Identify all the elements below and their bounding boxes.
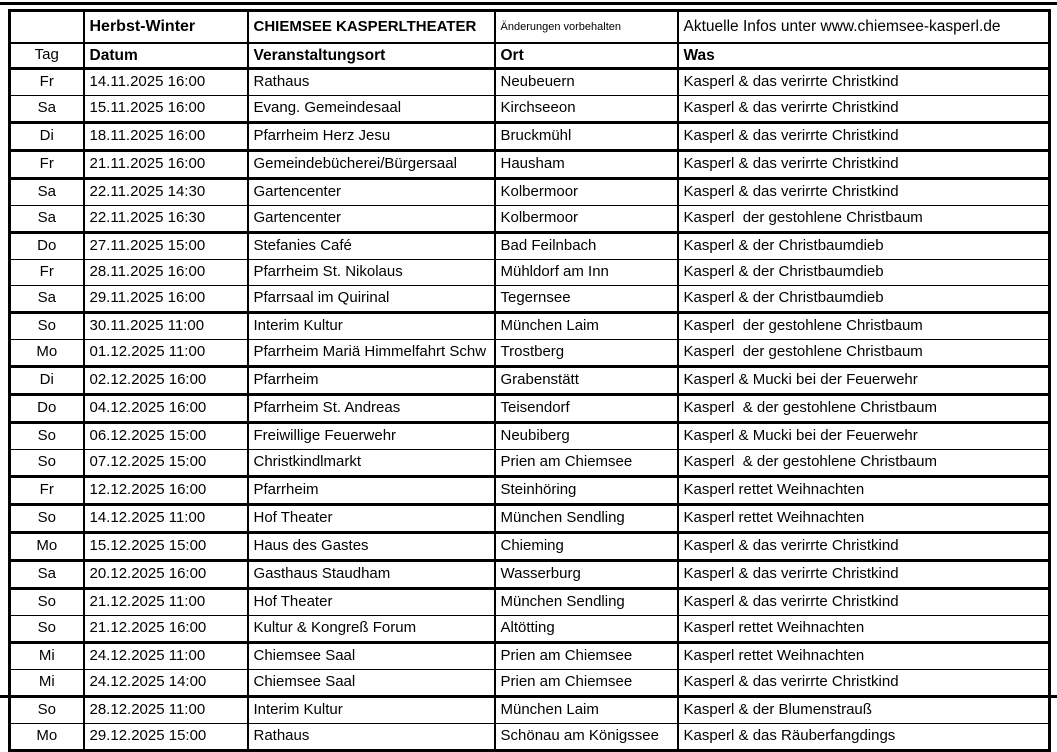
schedule-row xyxy=(10,260,1050,286)
date-cell: 28.11.2025 16:00 xyxy=(84,260,248,286)
show-cell: Kasperl & das verirrte Christkind xyxy=(678,670,1050,697)
schedule-row xyxy=(10,395,1050,423)
day-cell: Sa xyxy=(10,561,84,589)
schedule-row xyxy=(10,340,1050,367)
venue-cell: Gartencenter xyxy=(248,206,495,233)
show-cell: Kasperl & der Christbaumdieb xyxy=(678,286,1050,313)
table-title-row xyxy=(10,11,1050,44)
schedule-row xyxy=(10,477,1050,505)
day-cell: So xyxy=(10,450,84,477)
schedule-row xyxy=(10,450,1050,477)
date-cell: 15.11.2025 16:00 xyxy=(84,96,248,123)
date-cell: 28.12.2025 11:00 xyxy=(84,697,248,724)
schedule-row xyxy=(10,670,1050,697)
day-cell: So xyxy=(10,313,84,340)
schedule-row xyxy=(10,179,1050,206)
day-cell: Sa xyxy=(10,179,84,206)
show-cell: Kasperl & das verirrte Christkind xyxy=(678,179,1050,206)
date-cell: 21.11.2025 16:00 xyxy=(84,151,248,179)
date-cell: 21.12.2025 11:00 xyxy=(84,589,248,616)
town-cell: München Laim xyxy=(495,313,678,340)
day-cell: Fr xyxy=(10,151,84,179)
town-cell: Prien am Chiemsee xyxy=(495,450,678,477)
schedule-row xyxy=(10,505,1050,533)
town-cell: Mühldorf am Inn xyxy=(495,260,678,286)
show-cell: Kasperl & das verirrte Christkind xyxy=(678,69,1050,96)
venue-cell: Stefanies Café xyxy=(248,233,495,260)
town-cell: Neubeuern xyxy=(495,69,678,96)
day-cell: Fr xyxy=(10,477,84,505)
date-cell: 14.12.2025 11:00 xyxy=(84,505,248,533)
town-cell: Wasserburg xyxy=(495,561,678,589)
venue-cell: Pfarrheim St. Nikolaus xyxy=(248,260,495,286)
show-cell: Kasperl rettet Weihnachten xyxy=(678,616,1050,643)
venue-cell: Chiemsee Saal xyxy=(248,670,495,697)
town-cell: Prien am Chiemsee xyxy=(495,670,678,697)
town-cell: Chieming xyxy=(495,533,678,561)
venue-cell: Kultur & Kongreß Forum xyxy=(248,616,495,643)
show-cell: Kasperl & der Christbaumdieb xyxy=(678,233,1050,260)
schedule-rows xyxy=(10,69,1050,751)
bottom-border-line xyxy=(0,695,1057,698)
venue-cell: Pfarrheim Mariä Himmelfahrt Schw xyxy=(248,340,495,367)
town-cell: Kirchseeon xyxy=(495,96,678,123)
venue-cell: Haus des Gastes xyxy=(248,533,495,561)
date-cell: 06.12.2025 15:00 xyxy=(84,423,248,450)
venue-cell: Gartencenter xyxy=(248,179,495,206)
date-cell: 27.11.2025 15:00 xyxy=(84,233,248,260)
venue-cell: Hof Theater xyxy=(248,589,495,616)
date-cell: 21.12.2025 16:00 xyxy=(84,616,248,643)
date-cell: 02.12.2025 16:00 xyxy=(84,367,248,395)
date-cell: 29.12.2025 15:00 xyxy=(84,724,248,751)
venue-cell: Evang. Gemeindesaal xyxy=(248,96,495,123)
date-cell: 14.11.2025 16:00 xyxy=(84,69,248,96)
column-header-datum: Datum xyxy=(84,43,248,69)
day-cell: So xyxy=(10,505,84,533)
show-cell: Kasperl & der Blumenstrauß xyxy=(678,697,1050,724)
town-cell: Trostberg xyxy=(495,340,678,367)
schedule-row xyxy=(10,533,1050,561)
show-cell: Kasperl & das verirrte Christkind xyxy=(678,533,1050,561)
town-cell: Altötting xyxy=(495,616,678,643)
town-cell: Steinhöring xyxy=(495,477,678,505)
info-url-text: Aktuelle Infos unter www.chiemsee-kasperl.de xyxy=(678,11,1050,44)
venue-cell: Pfarrheim Herz Jesu xyxy=(248,123,495,151)
top-border-line xyxy=(0,2,1057,5)
show-cell: Kasperl rettet Weihnachten xyxy=(678,643,1050,670)
venue-cell: Christkindlmarkt xyxy=(248,450,495,477)
theater-title: CHIEMSEE KASPERLTHEATER xyxy=(248,11,495,44)
date-cell: 22.11.2025 14:30 xyxy=(84,179,248,206)
date-cell: 18.11.2025 16:00 xyxy=(84,123,248,151)
day-cell: Fr xyxy=(10,69,84,96)
day-cell: Mi xyxy=(10,643,84,670)
schedule-row xyxy=(10,69,1050,96)
town-cell: München Sendling xyxy=(495,589,678,616)
column-header-veranstaltungsort: Veranstaltungsort xyxy=(248,43,495,69)
town-cell: Tegernsee xyxy=(495,286,678,313)
venue-cell: Pfarrheim xyxy=(248,367,495,395)
schedule-table xyxy=(8,9,1051,752)
schedule-row xyxy=(10,423,1050,450)
day-cell: So xyxy=(10,697,84,724)
day-cell: Mo xyxy=(10,724,84,751)
town-cell: Bad Feilnbach xyxy=(495,233,678,260)
town-cell: Hausham xyxy=(495,151,678,179)
date-cell: 01.12.2025 11:00 xyxy=(84,340,248,367)
town-cell: München Laim xyxy=(495,697,678,724)
venue-cell: Pfarrsaal im Quirinal xyxy=(248,286,495,313)
town-cell: Teisendorf xyxy=(495,395,678,423)
town-cell: München Sendling xyxy=(495,505,678,533)
town-cell: Schönau am Königssee xyxy=(495,724,678,751)
venue-cell: Hof Theater xyxy=(248,505,495,533)
date-cell: 30.11.2025 11:00 xyxy=(84,313,248,340)
show-cell: Kasperl & das verirrte Christkind xyxy=(678,96,1050,123)
day-cell: Do xyxy=(10,395,84,423)
date-cell: 22.11.2025 16:30 xyxy=(84,206,248,233)
town-cell: Neubiberg xyxy=(495,423,678,450)
venue-cell: Pfarrheim St. Andreas xyxy=(248,395,495,423)
day-cell: Sa xyxy=(10,206,84,233)
date-cell: 07.12.2025 15:00 xyxy=(84,450,248,477)
date-cell: 24.12.2025 14:00 xyxy=(84,670,248,697)
venue-cell: Interim Kultur xyxy=(248,697,495,724)
schedule-row xyxy=(10,643,1050,670)
show-cell: Kasperl der gestohlene Christbaum xyxy=(678,206,1050,233)
day-cell: Do xyxy=(10,233,84,260)
schedule-row xyxy=(10,151,1050,179)
day-cell: Mi xyxy=(10,670,84,697)
show-cell: Kasperl & das verirrte Christkind xyxy=(678,589,1050,616)
season-title: Herbst-Winter xyxy=(84,11,248,44)
date-cell: 12.12.2025 16:00 xyxy=(84,477,248,505)
show-cell: Kasperl & das verirrte Christkind xyxy=(678,151,1050,179)
column-header-was: Was xyxy=(678,43,1050,69)
show-cell: Kasperl & Mucki bei der Feuerwehr xyxy=(678,367,1050,395)
show-cell: Kasperl & das verirrte Christkind xyxy=(678,561,1050,589)
schedule-row xyxy=(10,561,1050,589)
town-cell: Bruckmühl xyxy=(495,123,678,151)
venue-cell: Freiwillige Feuerwehr xyxy=(248,423,495,450)
venue-cell: Gemeindebücherei/Bürgersaal xyxy=(248,151,495,179)
day-cell: Di xyxy=(10,123,84,151)
schedule-row xyxy=(10,123,1050,151)
town-cell: Kolbermoor xyxy=(495,206,678,233)
show-cell: Kasperl der gestohlene Christbaum xyxy=(678,340,1050,367)
date-cell: 24.12.2025 11:00 xyxy=(84,643,248,670)
town-cell: Prien am Chiemsee xyxy=(495,643,678,670)
column-header-tag: Tag xyxy=(10,43,84,69)
venue-cell: Chiemsee Saal xyxy=(248,643,495,670)
day-cell: Sa xyxy=(10,286,84,313)
schedule-row xyxy=(10,96,1050,123)
day-cell: So xyxy=(10,589,84,616)
venue-cell: Rathaus xyxy=(248,724,495,751)
schedule-row xyxy=(10,589,1050,616)
venue-cell: Rathaus xyxy=(248,69,495,96)
schedule-row xyxy=(10,206,1050,233)
day-cell: So xyxy=(10,423,84,450)
schedule-row xyxy=(10,724,1050,751)
day-cell: Sa xyxy=(10,96,84,123)
day-cell: Di xyxy=(10,367,84,395)
town-cell: Grabenstätt xyxy=(495,367,678,395)
column-header-ort: Ort xyxy=(495,43,678,69)
title-empty-cell xyxy=(10,11,84,44)
schedule-row xyxy=(10,286,1050,313)
venue-cell: Interim Kultur xyxy=(248,313,495,340)
day-cell: Mo xyxy=(10,340,84,367)
date-cell: 15.12.2025 15:00 xyxy=(84,533,248,561)
venue-cell: Pfarrheim xyxy=(248,477,495,505)
day-cell: Mo xyxy=(10,533,84,561)
date-cell: 29.11.2025 16:00 xyxy=(84,286,248,313)
disclaimer-note: Änderungen vorbehalten xyxy=(495,11,678,44)
show-cell: Kasperl & der Christbaumdieb xyxy=(678,260,1050,286)
date-cell: 04.12.2025 16:00 xyxy=(84,395,248,423)
schedule-row xyxy=(10,313,1050,340)
show-cell: Kasperl & der gestohlene Christbaum xyxy=(678,395,1050,423)
column-header-row xyxy=(10,43,1050,69)
day-cell: So xyxy=(10,616,84,643)
schedule-row xyxy=(10,233,1050,260)
schedule-row xyxy=(10,697,1050,724)
town-cell: Kolbermoor xyxy=(495,179,678,206)
show-cell: Kasperl rettet Weihnachten xyxy=(678,477,1050,505)
day-cell: Fr xyxy=(10,260,84,286)
schedule-row xyxy=(10,367,1050,395)
venue-cell: Gasthaus Staudham xyxy=(248,561,495,589)
show-cell: Kasperl & der gestohlene Christbaum xyxy=(678,450,1050,477)
show-cell: Kasperl & das Räuberfangdings xyxy=(678,724,1050,751)
date-cell: 20.12.2025 16:00 xyxy=(84,561,248,589)
show-cell: Kasperl & Mucki bei der Feuerwehr xyxy=(678,423,1050,450)
show-cell: Kasperl & das verirrte Christkind xyxy=(678,123,1050,151)
show-cell: Kasperl der gestohlene Christbaum xyxy=(678,313,1050,340)
schedule-row xyxy=(10,616,1050,643)
show-cell: Kasperl rettet Weihnachten xyxy=(678,505,1050,533)
